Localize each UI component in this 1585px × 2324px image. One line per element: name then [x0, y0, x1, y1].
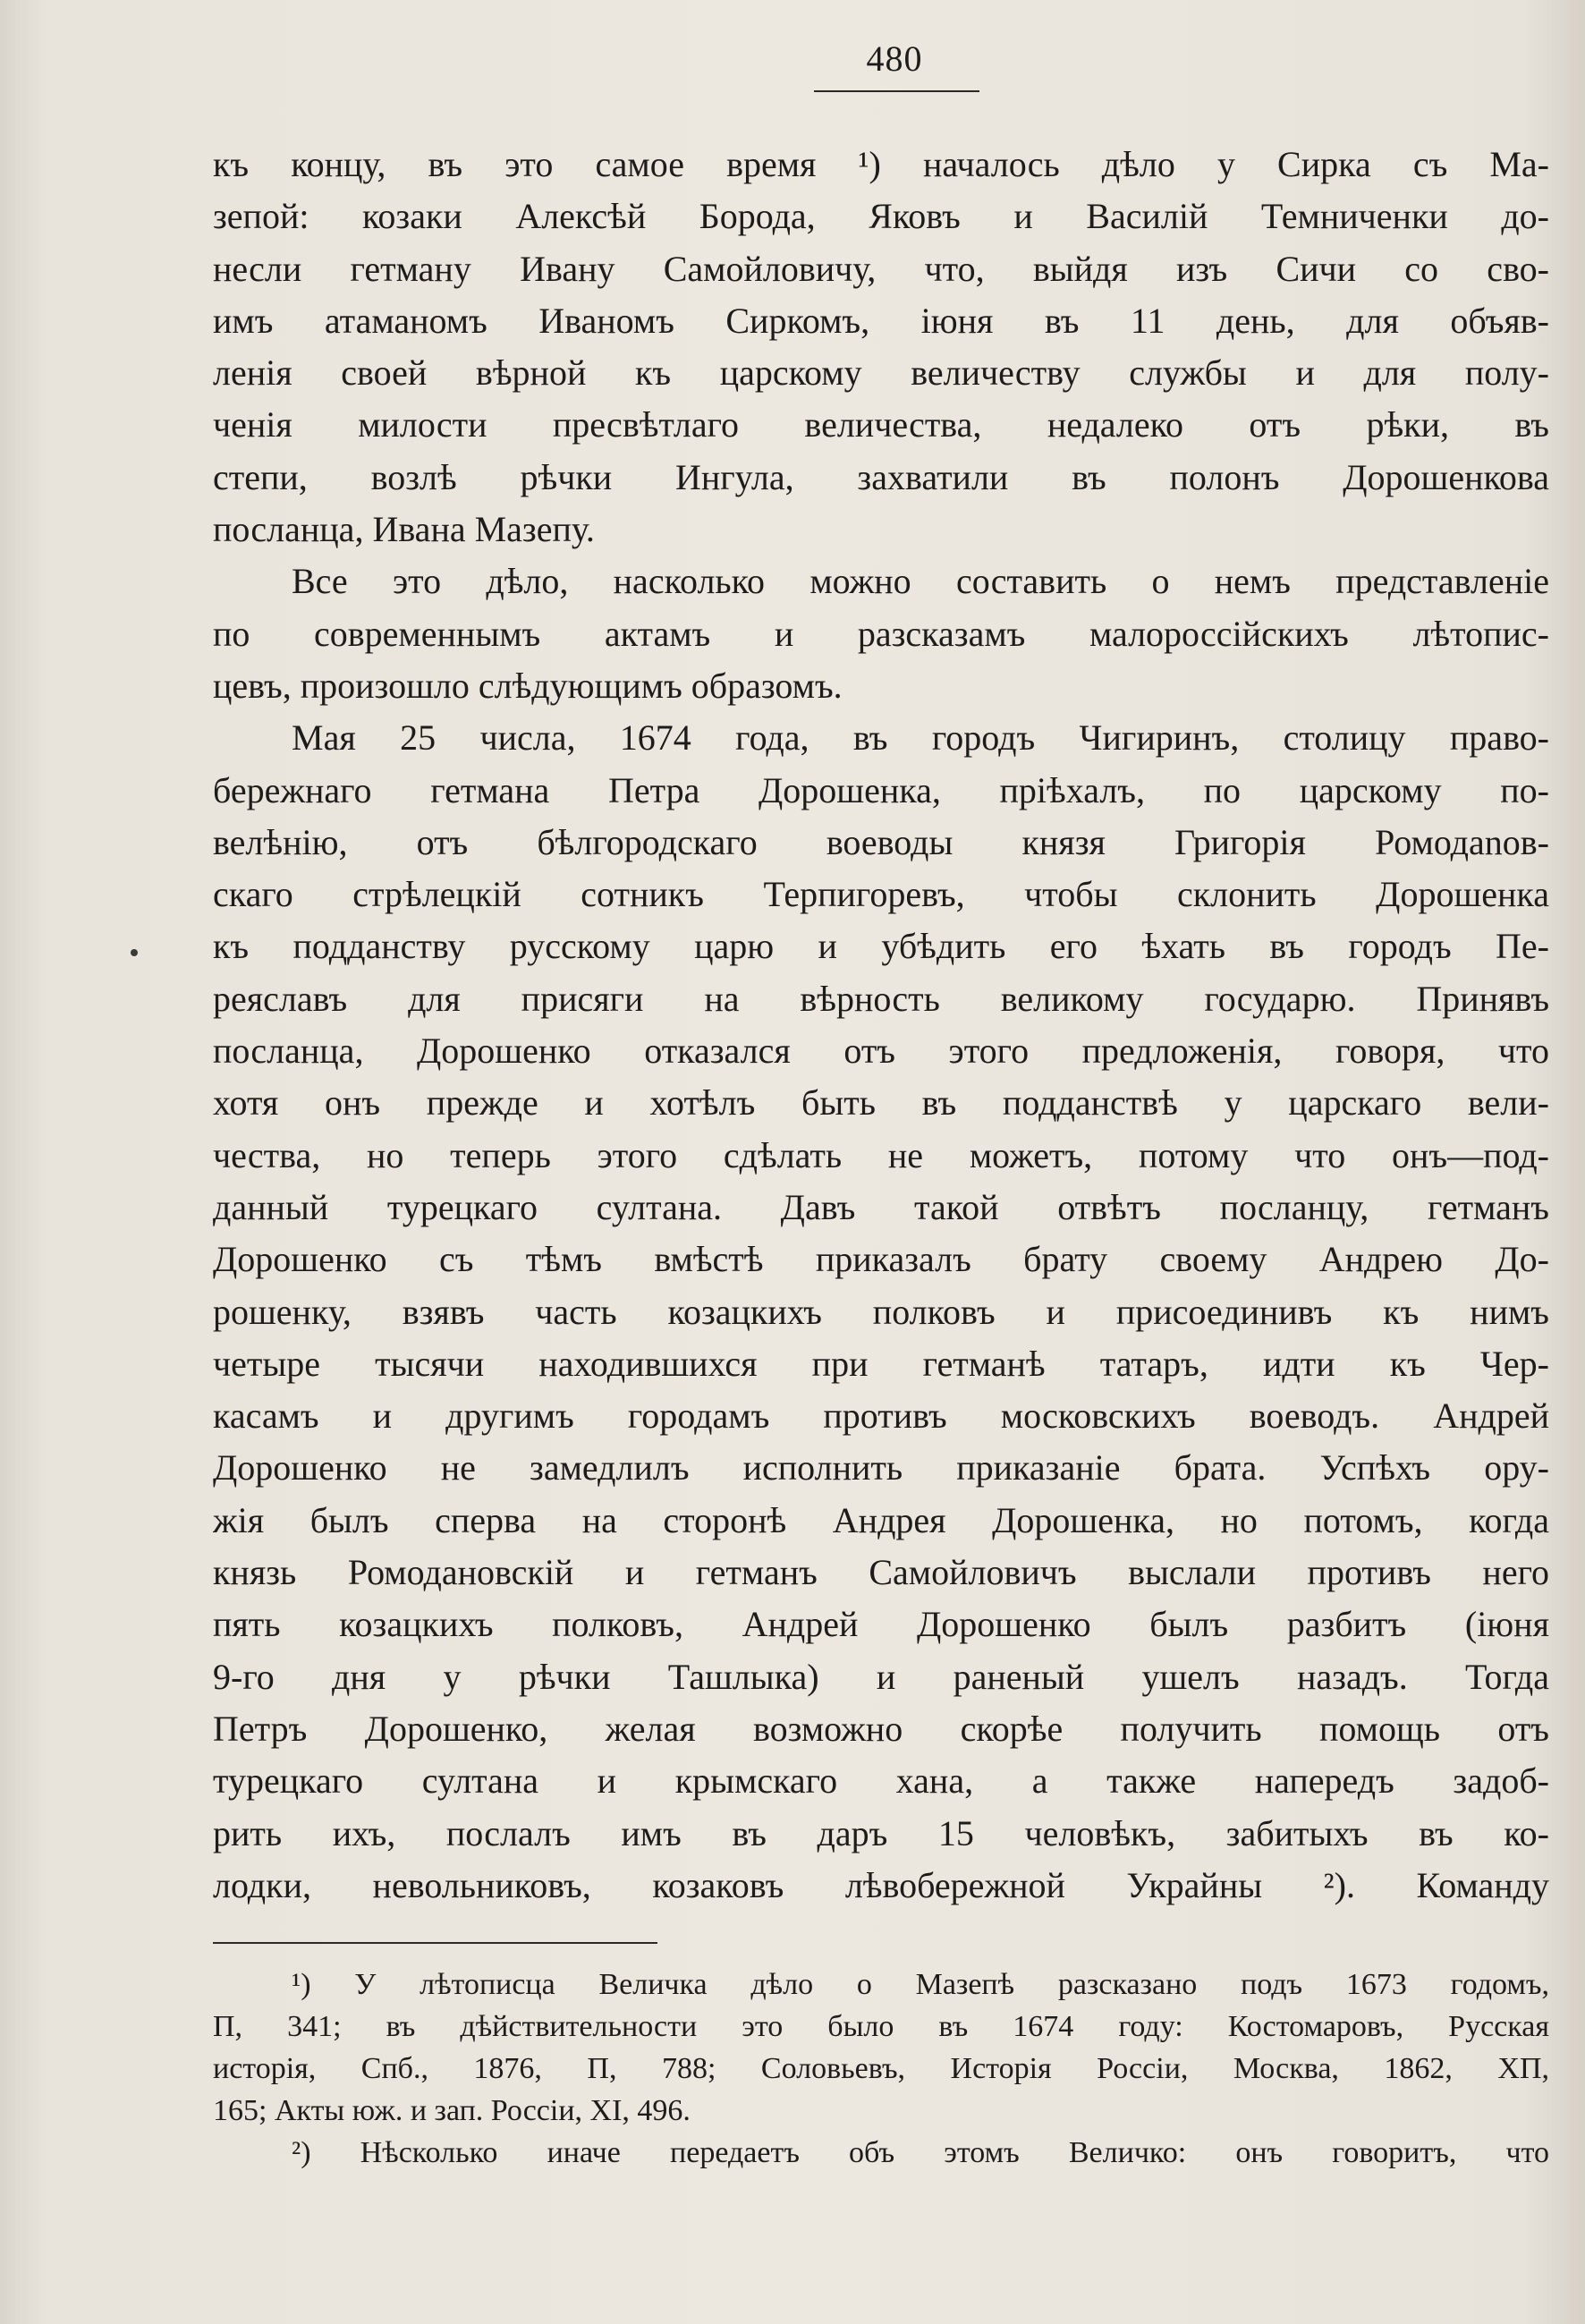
text-line: жія былъ сперва на сторонѣ Андрея Дорошенка, но потомъ, когда	[213, 1499, 1549, 1540]
footnote-line: П, 341; въ дѣйствительности это было въ 1674 году: Костомаровъ, Русская	[213, 2010, 1549, 2043]
text-line: бережнаго гетмана Петра Дорошенка, пріѣхалъ, по царскому по-	[213, 769, 1549, 810]
text-line: несли гетману Ивану Самойловичу, что, выйдя изъ Сичи со сво-	[213, 248, 1549, 289]
text-line: имъ атаманомъ Иваномъ Сиркомъ, іюня въ 11 день, для объяв-	[213, 300, 1549, 341]
text-line: лодки, невольниковъ, козаковъ лѣвобережной Украйны ²). Команду	[213, 1864, 1549, 1905]
header-rule	[814, 90, 979, 92]
text-line: степи, возлѣ рѣчки Ингула, захватили въ полонъ Дорошенкова	[213, 456, 1549, 497]
text-line: цевъ, произошло слѣдующимъ образомъ.	[213, 665, 843, 706]
footnote-line: 165; Акты юж. и зап. Россіи, XI, 496.	[213, 2094, 691, 2127]
text-line: турецкаго султана и крымскаго хана, а также напередъ задоб-	[213, 1760, 1549, 1802]
text-line: по современнымъ актамъ и разсказамъ малороссійскихъ лѣтопис-	[213, 613, 1549, 654]
text-line: пять козацкихъ полковъ, Андрей Дорошенко былъ разбитъ (іюня	[213, 1604, 1549, 1645]
footnote-line: ²) Нѣсколько иначе передаетъ объ этомъ Величко: онъ говоритъ, что	[292, 2136, 1549, 2169]
text-line: хотя онъ прежде и хотѣлъ быть въ подданствѣ у царскаго вели-	[213, 1082, 1549, 1124]
text-line: велѣнію, отъ бѣлгородскаго воеводы князя Григорія Ромодanов-	[213, 821, 1549, 862]
footnote-rule	[213, 1942, 657, 1944]
text-line: рить ихъ, послалъ имъ въ даръ 15 человѣкъ, забитыхъ въ ко-	[213, 1812, 1549, 1853]
text-line: скаго стрѣлецкій сотникъ Терпигоревъ, чтобы склонить Дорошенка	[213, 874, 1549, 915]
text-line: Мая 25 числа, 1674 года, въ городъ Чигиринъ, столицу право-	[292, 717, 1549, 759]
text-line: 9-го дня у рѣчки Ташлыка) и раненый ушелъ назадъ. Тогда	[213, 1656, 1549, 1697]
footnote-line: ¹) У лѣтописца Величка дѣло о Мазепѣ разсказано подъ 1673 годомъ,	[292, 1968, 1549, 2001]
text-line: реяславъ для присяги на вѣрность великому государю. Принявъ	[213, 978, 1549, 1019]
main-text	[213, 139, 1549, 1912]
text-line: Все это дѣло, насколько можно составить о немъ представленіе	[292, 561, 1549, 602]
text-line: князь Ромодановскій и гетманъ Самойловичъ выслали противъ него	[213, 1552, 1549, 1593]
text-line: Петръ Дорошенко, желая возможно скорѣе получить помощь отъ	[213, 1708, 1549, 1749]
margin-mark	[131, 949, 138, 956]
text-line: къ концу, въ это самое время ¹) началось дѣло у Сирка съ Ма-	[213, 144, 1549, 184]
footnotes	[213, 1964, 1549, 2174]
text-line: къ подданству русскому царю и убѣдить его ѣхать въ городъ Пе-	[213, 926, 1549, 967]
text-line: касамъ и другимъ городамъ противъ московскихъ воеводъ. Андрей	[213, 1395, 1549, 1437]
text-line: Дорошенко съ тѣмъ вмѣстѣ приказалъ брату своему Андрею До-	[213, 1239, 1549, 1280]
text-line: рошенку, взявъ часть козацкихъ полковъ и присоединивъ къ нимъ	[213, 1291, 1549, 1332]
text-line: зепой: козаки Алексѣй Борода, Яковъ и Василій Темниченки до-	[213, 196, 1549, 237]
text-line: ченія милости пресвѣтлаго величества, недалеко отъ рѣки, въ	[213, 404, 1549, 445]
text-line: Дорошенко не замедлилъ исполнить приказаніе брата. Успѣхъ ору-	[213, 1447, 1549, 1489]
footnote-line: исторія, Спб., 1876, П, 788; Соловьевъ, Исторія Россіи, Москва, 1862, ХП,	[213, 2052, 1549, 2085]
text-line: ленія своей вѣрной къ царскому величеству службы и для полу-	[213, 352, 1549, 394]
text-line: данный турецкаго султана. Давъ такой отвѣтъ посланцу, гетманъ	[213, 1186, 1549, 1227]
text-line: посланца, Дорошенко отказался отъ этого предложенія, говоря, что	[213, 1031, 1549, 1072]
text-line: чества, но теперь этого сдѣлать не можетъ, потому что онъ—под-	[213, 1134, 1549, 1175]
text-line: посланца, Ивана Мазепу.	[213, 509, 595, 550]
text-line: четыре тысячи находившихся при гетманѣ татаръ, идти къ Чер-	[213, 1343, 1549, 1384]
page-number: 480	[866, 38, 923, 79]
